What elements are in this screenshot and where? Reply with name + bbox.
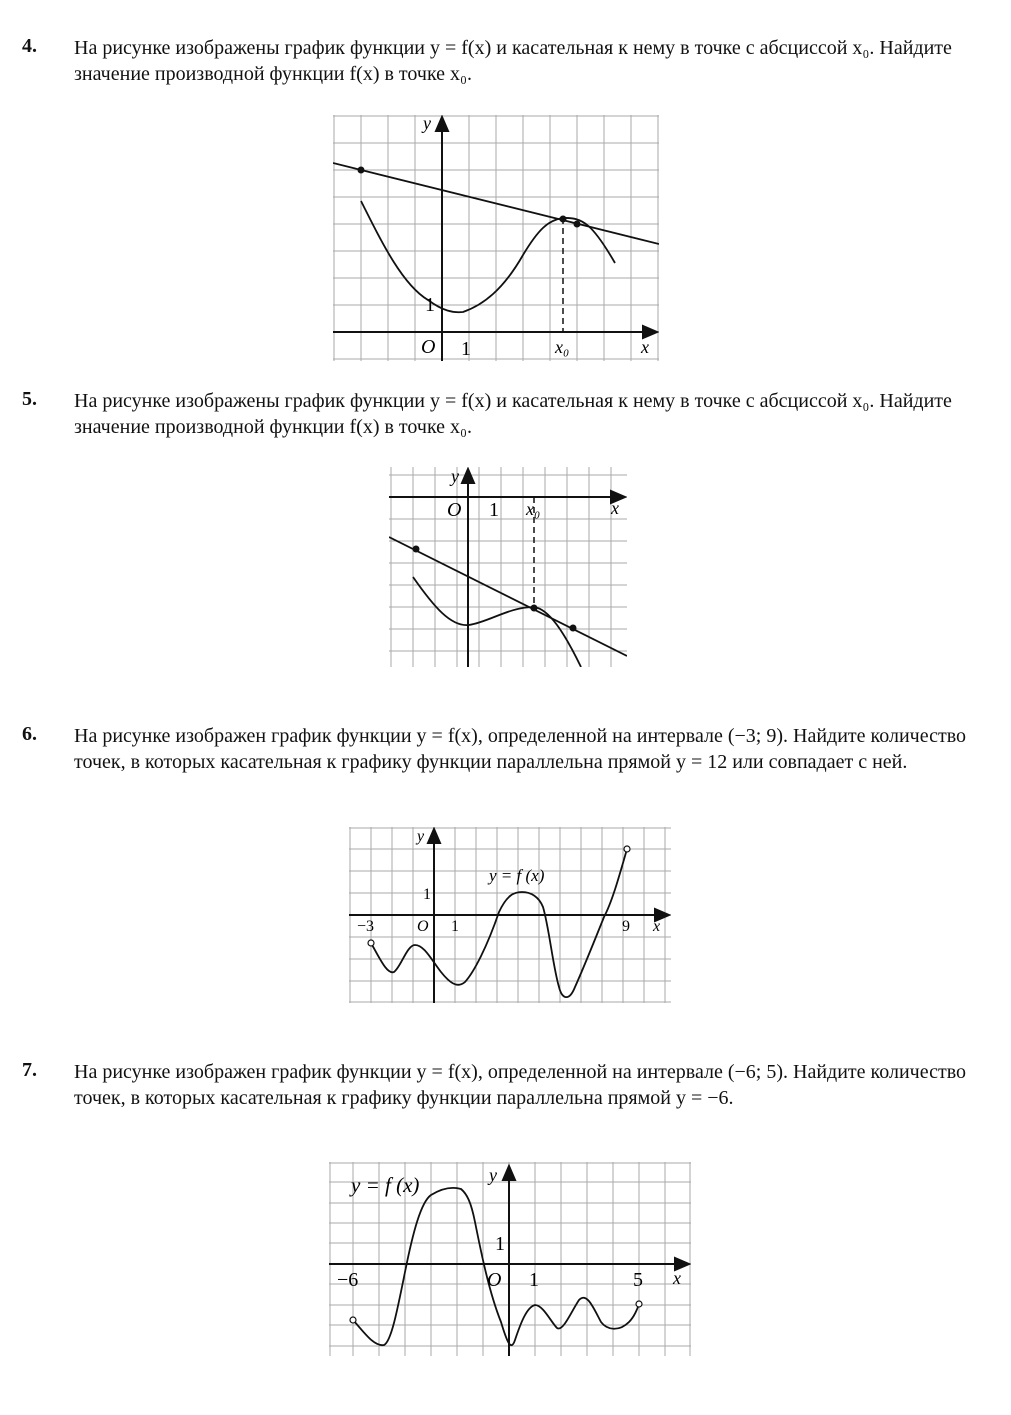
open-endpoint (624, 846, 630, 852)
left-tick-label: −3 (357, 918, 375, 935)
x0-label: x₀ (526, 499, 541, 519)
axes (349, 829, 669, 1003)
function-curve (353, 1188, 639, 1345)
problem-text: На рисунке изображен график функции y = f(x), определенной на интервале (−3; 9). Найдите количество точек, в которых касательная к графику функции параллельна прямой y = 12 или совпадает с ней. (74, 725, 967, 773)
right-tick-label: 5 (633, 1269, 643, 1291)
open-endpoint (636, 1301, 642, 1307)
tangent-point (413, 546, 420, 553)
figure-6-graph (349, 827, 671, 1003)
figure-7 (329, 1162, 691, 1356)
grid (333, 115, 659, 361)
figure-6 (349, 827, 671, 1003)
tangent-point (358, 167, 365, 174)
origin-label: O (447, 499, 462, 521)
figure-5-graph (389, 467, 627, 667)
tangent-point (574, 221, 581, 228)
problem-text: На рисунке изображены график функции y = f(x) и касательная к нему в точке с абсциссой x₀. Найдите значение производной функции f(x) в точке x₀. (74, 390, 952, 438)
y-tick-label: 1 (495, 1233, 505, 1255)
y-tick-label: 1 (423, 886, 431, 903)
problem-number: 5. (22, 388, 37, 410)
x-tick-label: 1 (451, 918, 459, 935)
problem-number: 4. (22, 35, 37, 57)
left-tick-label: −6 (337, 1269, 359, 1291)
tangency-point (531, 605, 538, 612)
tangency-point (560, 216, 567, 223)
function-label: y = f (x) (351, 1173, 420, 1197)
origin-label: O (421, 336, 436, 358)
y-axis-label: y (451, 467, 459, 486)
y-axis-label: y (423, 115, 431, 133)
x0-label: x₀ (555, 337, 570, 357)
function-label: y = f (x) (489, 866, 545, 885)
x-tick-label: 1 (461, 338, 471, 360)
figure-4 (333, 115, 659, 361)
problem-number: 6. (22, 723, 37, 745)
problem-text: На рисунке изображен график функции y = f(x), определенной на интервале (−6; 5). Найдите количество точек, в которых касательная к графику функции параллельна прямой y = −6. (74, 1061, 967, 1109)
x-tick-label: 1 (489, 499, 499, 521)
right-tick-label: 9 (622, 918, 630, 935)
figure-7-graph (329, 1162, 691, 1356)
x-tick-label: 1 (529, 1269, 539, 1291)
tangent-line (389, 537, 627, 656)
x-axis-label: x (653, 918, 661, 935)
x-axis-label: x (673, 1268, 681, 1288)
figure-5 (389, 467, 627, 667)
y-tick-label: 1 (425, 294, 435, 316)
origin-label: O (417, 918, 429, 935)
y-axis-label: y (489, 1165, 497, 1185)
open-endpoint (350, 1317, 356, 1323)
tangent-point (570, 625, 577, 632)
origin-label: O (487, 1269, 502, 1291)
problem-number: 7. (22, 1059, 37, 1081)
x-axis-label: x (611, 498, 619, 518)
y-axis-label: y (417, 828, 425, 845)
figure-4-graph (333, 115, 659, 361)
x-axis-label: x (641, 337, 649, 357)
problem-text: На рисунке изображены график функции y = f(x) и касательная к нему в точке с абсциссой x₀. Найдите значение производной функции f(x) в точке x₀. (74, 37, 952, 85)
open-endpoint (368, 940, 374, 946)
